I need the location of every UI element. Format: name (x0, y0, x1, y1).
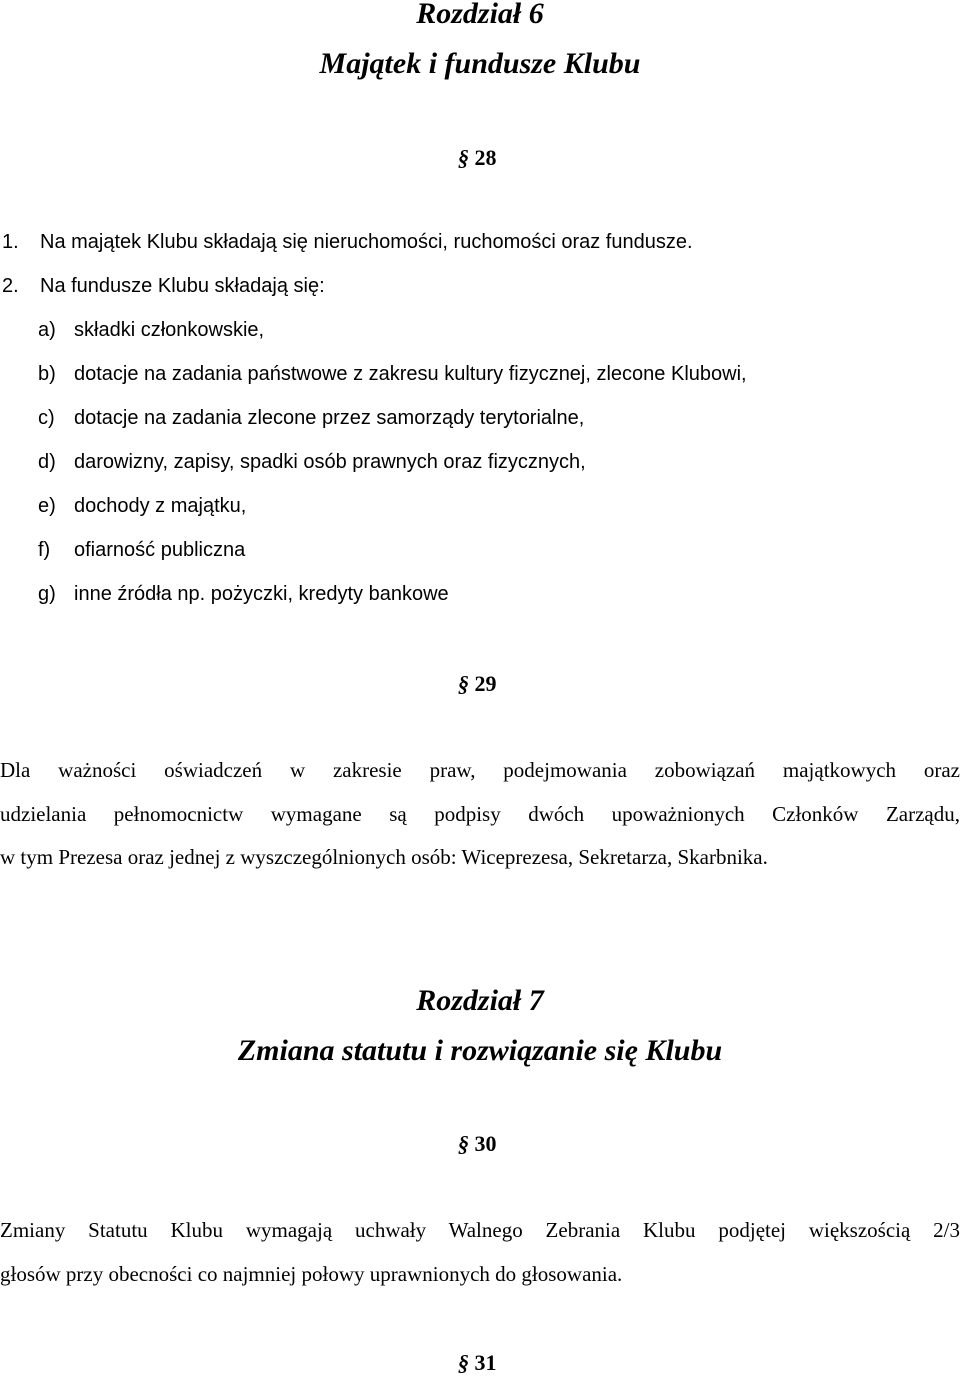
paragraph-29-line-2: udzielania pełnomocnictw wymagane są podpisy dwóch upoważnionych Członków Zarządu, (0, 802, 960, 826)
paragraph-30-line-1: Zmiany Statutu Klubu wymagają uchwały Walnego Zebrania Klubu podjętej większością 2/3 (0, 1218, 960, 1242)
paragraph-number: 31 (474, 1350, 497, 1375)
paragraph-29-heading (458, 670, 497, 698)
sub-item-text: składki członkowskie, (74, 319, 265, 341)
sub-item-label: c) (38, 407, 55, 429)
list-item-1 (2, 229, 693, 255)
sub-item-text: inne źródła np. pożyczki, kredyty bankowe (74, 583, 449, 605)
sub-item-text: dotacje na zadania zlecone przez samorządy terytorialne, (74, 407, 585, 429)
chapter-6-subtitle: Majątek i fundusze Klubu (319, 47, 641, 80)
paragraph-number: 28 (474, 145, 497, 170)
chapter-6-title: Rozdział 6 (416, 0, 544, 30)
paragraph-30-heading (458, 1130, 497, 1158)
section-sign: § (458, 1350, 469, 1375)
sub-item-f (38, 537, 245, 563)
chapter-7-subtitle: Zmiana statutu i rozwiązanie się Klubu (237, 1034, 723, 1067)
section-sign: § (458, 671, 469, 696)
paragraph-31-heading (458, 1349, 497, 1377)
section-sign: § (458, 1131, 469, 1156)
sub-item-text: dochody z majątku, (74, 495, 247, 517)
sub-item-g (38, 581, 449, 607)
sub-item-a (38, 317, 264, 343)
paragraph-number: 29 (474, 671, 497, 696)
sub-item-text: dotacje na zadania państwowe z zakresu kultury fizycznej, zlecone Klubowi, (74, 363, 747, 385)
list-number: 1. (2, 231, 19, 253)
list-number: 2. (2, 275, 19, 297)
sub-item-label: f) (38, 539, 51, 561)
sub-item-c (38, 405, 584, 431)
sub-item-b (38, 361, 747, 387)
sub-item-label: b) (38, 363, 56, 385)
list-text: Na majątek Klubu składają się nieruchomości, ruchomości oraz fundusze. (40, 231, 693, 253)
paragraph-30-line-2: głosów przy obecności co najmniej połowy uprawnionych do głosowania. (0, 1262, 623, 1286)
paragraph-number: 30 (474, 1131, 497, 1156)
sub-item-label: e) (38, 495, 56, 517)
sub-item-d (38, 449, 586, 475)
list-item-2 (2, 273, 325, 299)
sub-item-text: darowizny, zapisy, spadki osób prawnych oraz fizycznych, (74, 451, 586, 473)
sub-item-label: a) (38, 319, 56, 341)
section-sign: § (458, 145, 469, 170)
chapter-7-title: Rozdział 7 (416, 984, 544, 1017)
paragraph-29-line-1: Dla ważności oświadczeń w zakresie praw, podejmowania zobowiązań majątkowych oraz (0, 758, 960, 782)
list-text: Na fundusze Klubu składają się: (40, 275, 325, 297)
paragraph-28-heading (458, 144, 497, 172)
sub-item-text: ofiarność publiczna (74, 539, 246, 561)
sub-item-label: g) (38, 583, 56, 605)
sub-item-e (38, 493, 246, 519)
paragraph-29-line-3: w tym Prezesa oraz jednej z wyszczególnionych osób: Wiceprezesa, Sekretarza, Skarbnika. (0, 845, 768, 869)
sub-item-label: d) (38, 451, 56, 473)
